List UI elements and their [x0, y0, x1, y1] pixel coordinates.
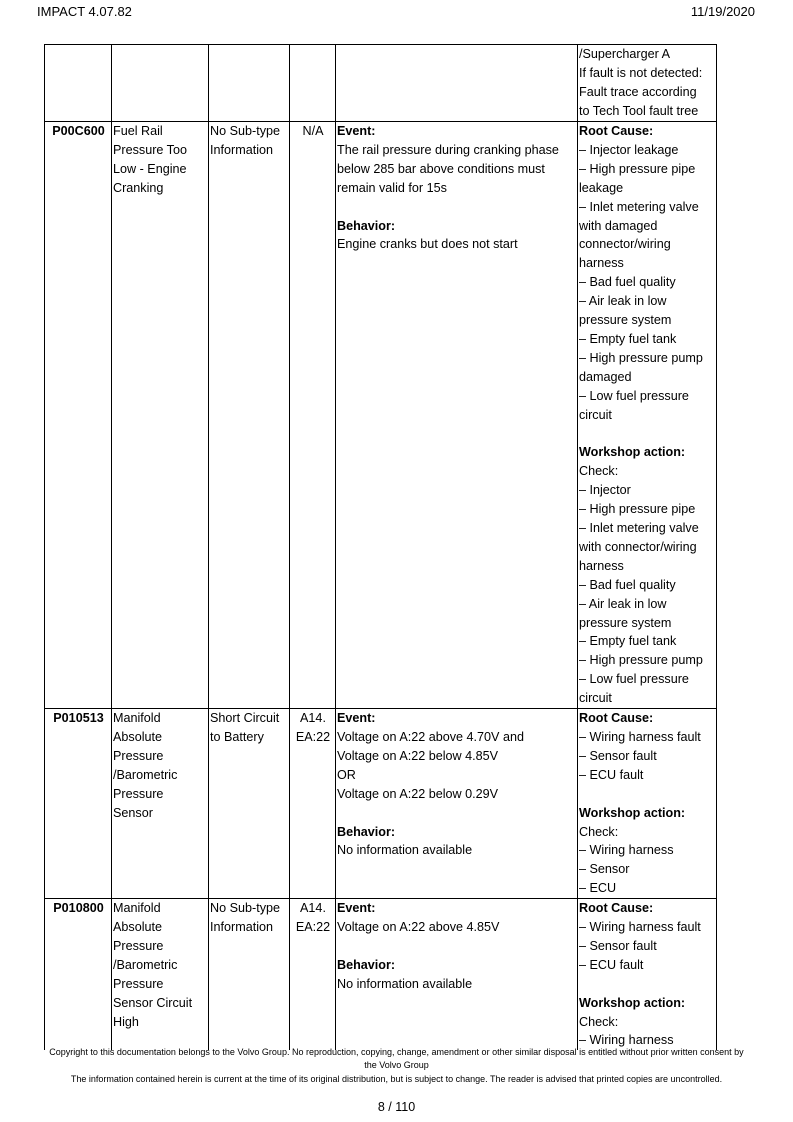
- root-cause-cell: Root Cause: – Wiring harness fault – Sensor fault – ECU fault Workshop action: Check: – Wiring harness – Sensor – ECU: [578, 709, 717, 899]
- fmi-cell: N/A: [290, 122, 336, 709]
- table-row: [45, 122, 717, 709]
- event-cell: Event: Voltage on A:22 above 4.85V Behavior: No information available: [336, 899, 578, 1051]
- document-title: IMPACT 4.07.82: [37, 4, 132, 19]
- table-row: [45, 899, 717, 1051]
- description-cell: Manifold Absolute Pressure /Barometric Pressure Sensor: [112, 709, 209, 899]
- description-cell: Fuel Rail Pressure Too Low - Engine Cranking: [112, 122, 209, 709]
- subtype-cell: No Sub-type Information: [209, 899, 290, 1051]
- root-cause-cell: Root Cause: – Injector leakage – High pressure pipe leakage – Inlet metering valve with damaged connector/wiring harness – Bad fuel quality – Air leak in low pressure system – Empty fuel tank – High pressure pump damaged – Low fuel pressure circuit Workshop action: Check: – Injector – High pressure pipe – Inlet metering valve with connector/wiring harness – Bad fuel quality – Air leak in low pressure system – Empty fuel tank – High pressure pump – Low fuel pressure circuit: [578, 122, 717, 709]
- table-row: [45, 709, 717, 899]
- description-cell: Manifold Absolute Pressure /Barometric Pressure Sensor Circuit High: [112, 899, 209, 1051]
- fault-code: P010800: [45, 899, 112, 1051]
- fmi-cell: A14. EA:22: [290, 899, 336, 1051]
- subtype-cell: Short Circuit to Battery: [209, 709, 290, 899]
- root-cause-cell: /Supercharger A If fault is not detected: Fault trace according to Tech Tool fault tree: [578, 45, 717, 122]
- fault-code-table: [44, 44, 717, 1050]
- document-date: 11/19/2020: [690, 4, 755, 19]
- fault-code: P00C600: [45, 122, 112, 709]
- event-cell: Event: Voltage on A:22 above 4.70V and Voltage on A:22 below 4.85V OR Voltage on A:22 below 0.29V Behavior: No information available: [336, 709, 578, 899]
- copyright-notice: Copyright to this documentation belongs to the Volvo Group. No reproduction, copying, change, amendment or other similar disposal is entitled without prior written consent by the Volvo Group: [49, 1047, 744, 1070]
- fmi-cell: A14. EA:22: [290, 709, 336, 899]
- table-row-continuation: [45, 45, 717, 122]
- page-number: 8 / 110: [377, 1100, 416, 1114]
- fault-code: P010513: [45, 709, 112, 899]
- root-cause-cell: Root Cause: – Wiring harness fault – Sensor fault – ECU fault Workshop action: Check: – Wiring harness: [578, 899, 717, 1051]
- info-notice: The information contained herein is current at the time of its original distribution, but is subject to change. The reader is advised that printed copies are uncontrolled.: [70, 1074, 723, 1084]
- event-cell: Event: The rail pressure during cranking phase below 285 bar above conditions must remain valid for 15s Behavior: Engine cranks but does not start: [336, 122, 578, 709]
- subtype-cell: No Sub-type Information: [209, 122, 290, 709]
